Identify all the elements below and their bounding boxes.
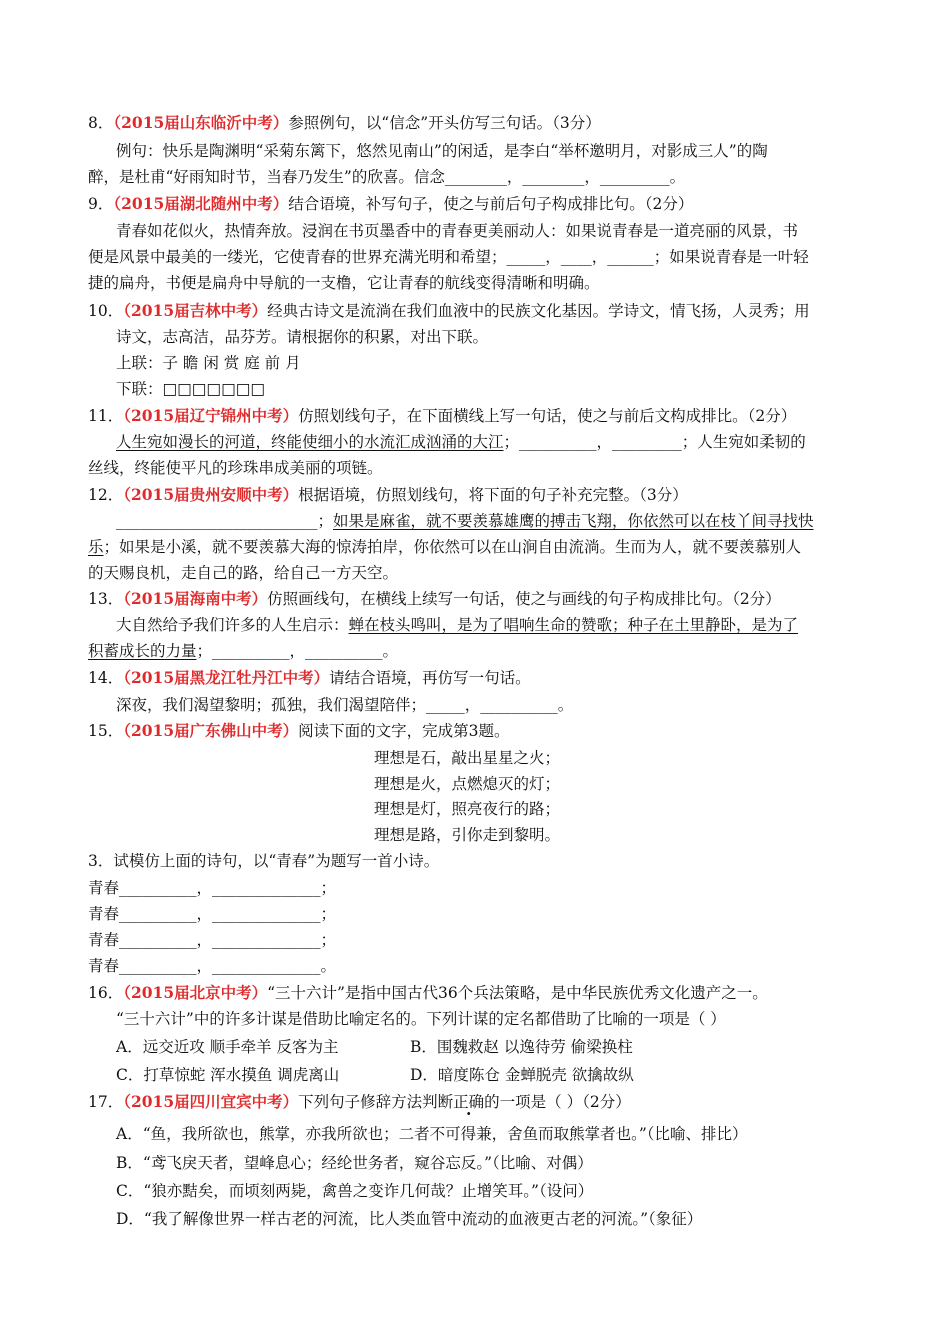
question-9	[88, 194, 693, 214]
couplet-lower-answer[interactable]: 下联：□□□□□□□	[116, 380, 266, 398]
question-stem: 经典古诗文是流淌在我们血液中的民族文化基因。学诗文，情飞扬，人灵秀；用	[267, 302, 810, 320]
question-12	[88, 485, 688, 505]
underlined-sentence: 如果是麻雀，就不要羡慕雄鹰的搏击飞翔，你依然可以在枝丫间寻找快	[333, 512, 814, 530]
answer-line[interactable]: 积蓄成长的力量；__________，__________。	[88, 642, 399, 660]
question-stem: 下列句子修辞方法判断	[298, 1093, 454, 1111]
poem-answer-line[interactable]: 青春__________，______________；	[88, 905, 337, 923]
question-stem: 阅读下面的文字，完成第3题。	[298, 722, 510, 740]
answer-line[interactable]: 便是风景中最美的一缕光，它使青春的世界充满光明和希望；_____，____，______；如果说青春是一叶轻	[88, 248, 809, 266]
answer-line[interactable]: 醉，是杜甫“好雨知时节，当春乃发生”的欣喜。信念________，________，_________。	[88, 168, 686, 186]
poem-line: 理想是火，点燃熄灭的灯；	[374, 775, 561, 793]
question-number: 11．	[88, 407, 124, 425]
option-a[interactable]: A．“鱼，我所欲也，熊掌，亦我所欲也；二者不可得兼，舍鱼而取熊掌者也。”（比喻、排比）	[116, 1125, 748, 1143]
passage-line: 诗文，志高洁，品芬芳。请根据你的积累，对出下联。	[116, 328, 489, 346]
question-number: 9．	[88, 195, 114, 213]
question-number: 16．	[88, 984, 124, 1002]
passage-line: 乐；如果是小溪，就不要羡慕大海的惊涛拍岸，你依然可以在山涧自由流淌。生而为人，就不要羡慕别人	[88, 538, 802, 556]
question-source: （2015届北京中考）	[123, 983, 268, 1002]
question-11	[88, 406, 796, 426]
option-c[interactable]: C．“狼亦黠矣，而顷刻两毙，禽兽之变诈几何哉？止增笑耳。”（设问）	[116, 1182, 594, 1200]
poem-line: 理想是路，引你走到黎明。	[374, 826, 561, 844]
emphasis-text: 正确	[453, 1093, 485, 1111]
option-c[interactable]: C．打草惊蛇 浑水摸鱼 调虎离山	[116, 1066, 340, 1084]
answer-line[interactable]: 人生宛如漫长的河道，终能使细小的水流汇成汹涌的大江；__________，_________；人生宛如柔韧的	[116, 433, 806, 451]
question-source: （2015届海南中考）	[123, 589, 268, 608]
couplet-upper: 上联：子 瞻 闲 赏 庭 前 月	[116, 354, 301, 372]
question-16	[88, 983, 768, 1003]
option-b[interactable]: B．围魏救赵 以逸待劳 偷梁换柱	[410, 1038, 633, 1056]
poem-line: 理想是灯，照亮夜行的路；	[374, 800, 561, 818]
question-stem: 请结合语境，再仿写一句话。	[329, 669, 531, 687]
question-14	[88, 668, 531, 688]
answer-line[interactable]: 深夜，我们渴望黎明；孤独，我们渴望陪伴；_____，__________。	[116, 696, 574, 714]
question-stem: 结合语境，补写句子，使之与前后句子构成排比句。（2分）	[288, 195, 694, 213]
question-17: 17．（2015届四川宜宾中考）下列句子修辞方法判断正确的一项是（ ）（2分）	[88, 1092, 631, 1111]
underlined-sentence: 蝉在枝头鸣叫，是为了唱响生命的赞歌；种子在土里静卧，是为了	[348, 616, 799, 634]
example-line: 例句：快乐是陶渊明“采菊东篱下，悠然见南山”的闲适，是李白“举杯邀明月，对影成三人”的陶	[116, 142, 768, 160]
question-source: （2015届广东佛山中考）	[123, 721, 299, 740]
poem-answer-line[interactable]: 青春__________，______________。	[88, 957, 337, 975]
task-instruction: 3．试模仿上面的诗句，以“青春”为题写一首小诗。	[88, 852, 440, 870]
question-10	[88, 301, 810, 321]
question-15	[88, 721, 510, 741]
question-number: 17．	[88, 1093, 124, 1111]
question-number: 14．	[88, 669, 124, 687]
answer-blank[interactable]: __________________________；	[116, 512, 334, 530]
question-number: 13．	[88, 590, 124, 608]
question-source: （2015届四川宜宾中考）	[123, 1092, 299, 1111]
question-stem: 根据语境，仿照划线句，将下面的句子补充完整。（3分）	[298, 486, 688, 504]
question-stem: 参照例句，以“信念”开头仿写三句话。（3分）	[288, 114, 601, 132]
question-number: 12．	[88, 486, 124, 504]
question-source: （2015届吉林中考）	[123, 301, 268, 320]
question-stem-continued: “三十六计”中的许多计谋是借助比喻定名的。下列计谋的定名都借助了比喻的一项是（ ）	[116, 1010, 726, 1028]
passage-line: 捷的扁舟，书便是扁舟中导航的一支橹，它让青春的航线变得清晰和明确。	[88, 274, 600, 292]
question-number: 10．	[88, 302, 124, 320]
passage-line: 大自然给予我们许多的人生启示：蝉在枝头鸣叫，是为了唱响生命的赞歌；种子在土里静卧，是为了	[116, 616, 799, 634]
passage-line: 的天赐良机，走自己的路，给自己一方天空。	[88, 564, 399, 582]
question-stem: “三十六计”是指中国古代36个兵法策略，是中华民族优秀文化遗产之一。	[267, 984, 768, 1002]
question-source: （2015届辽宁锦州中考）	[123, 406, 299, 425]
question-8	[88, 113, 601, 133]
passage-line: 丝线，终能使平凡的珍珠串成美丽的项链。	[88, 459, 383, 477]
question-13	[88, 589, 781, 609]
question-source: （2015届黑龙江牡丹江中考）	[123, 668, 330, 687]
question-number: 15．	[88, 722, 124, 740]
option-a[interactable]: A．远交近攻 顺手牵羊 反客为主	[116, 1038, 339, 1056]
poem-line: 理想是石，敲出星星之火；	[374, 749, 561, 767]
question-source: （2015届贵州安顺中考）	[123, 485, 299, 504]
question-stem: 仿照划线句子，在下面横线上写一句话，使之与前后文构成排比。（2分）	[298, 407, 797, 425]
question-stem: 仿照画线句，在横线上续写一句话，使之与画线的句子构成排比句。（2分）	[267, 590, 781, 608]
question-source: （2015届湖北随州中考）	[113, 194, 289, 213]
option-b[interactable]: B．“鸢飞戾天者，望峰息心；经纶世务者，窥谷忘反。”（比喻、对偶）	[116, 1154, 593, 1172]
poem-answer-line[interactable]: 青春__________，______________；	[88, 931, 337, 949]
poem-answer-line[interactable]: 青春__________，______________；	[88, 879, 337, 897]
question-source: （2015届山东临沂中考）	[113, 113, 289, 132]
option-d[interactable]: D．暗度陈仓 金蝉脱壳 欲擒故纵	[410, 1066, 634, 1084]
question-number: 8．	[88, 114, 114, 132]
passage-line: 青春如花似火，热情奔放。浸润在书页墨香中的青春更美丽动人：如果说青春是一道亮丽的风景，书	[116, 222, 799, 240]
answer-line[interactable]	[116, 511, 814, 531]
underlined-sentence: 人生宛如漫长的河道，终能使细小的水流汇成汹涌的大江	[116, 433, 504, 451]
option-d[interactable]: D．“我了解像世界一样古老的河流，比人类血管中流动的血液更古老的河流。”（象征）	[116, 1210, 703, 1228]
